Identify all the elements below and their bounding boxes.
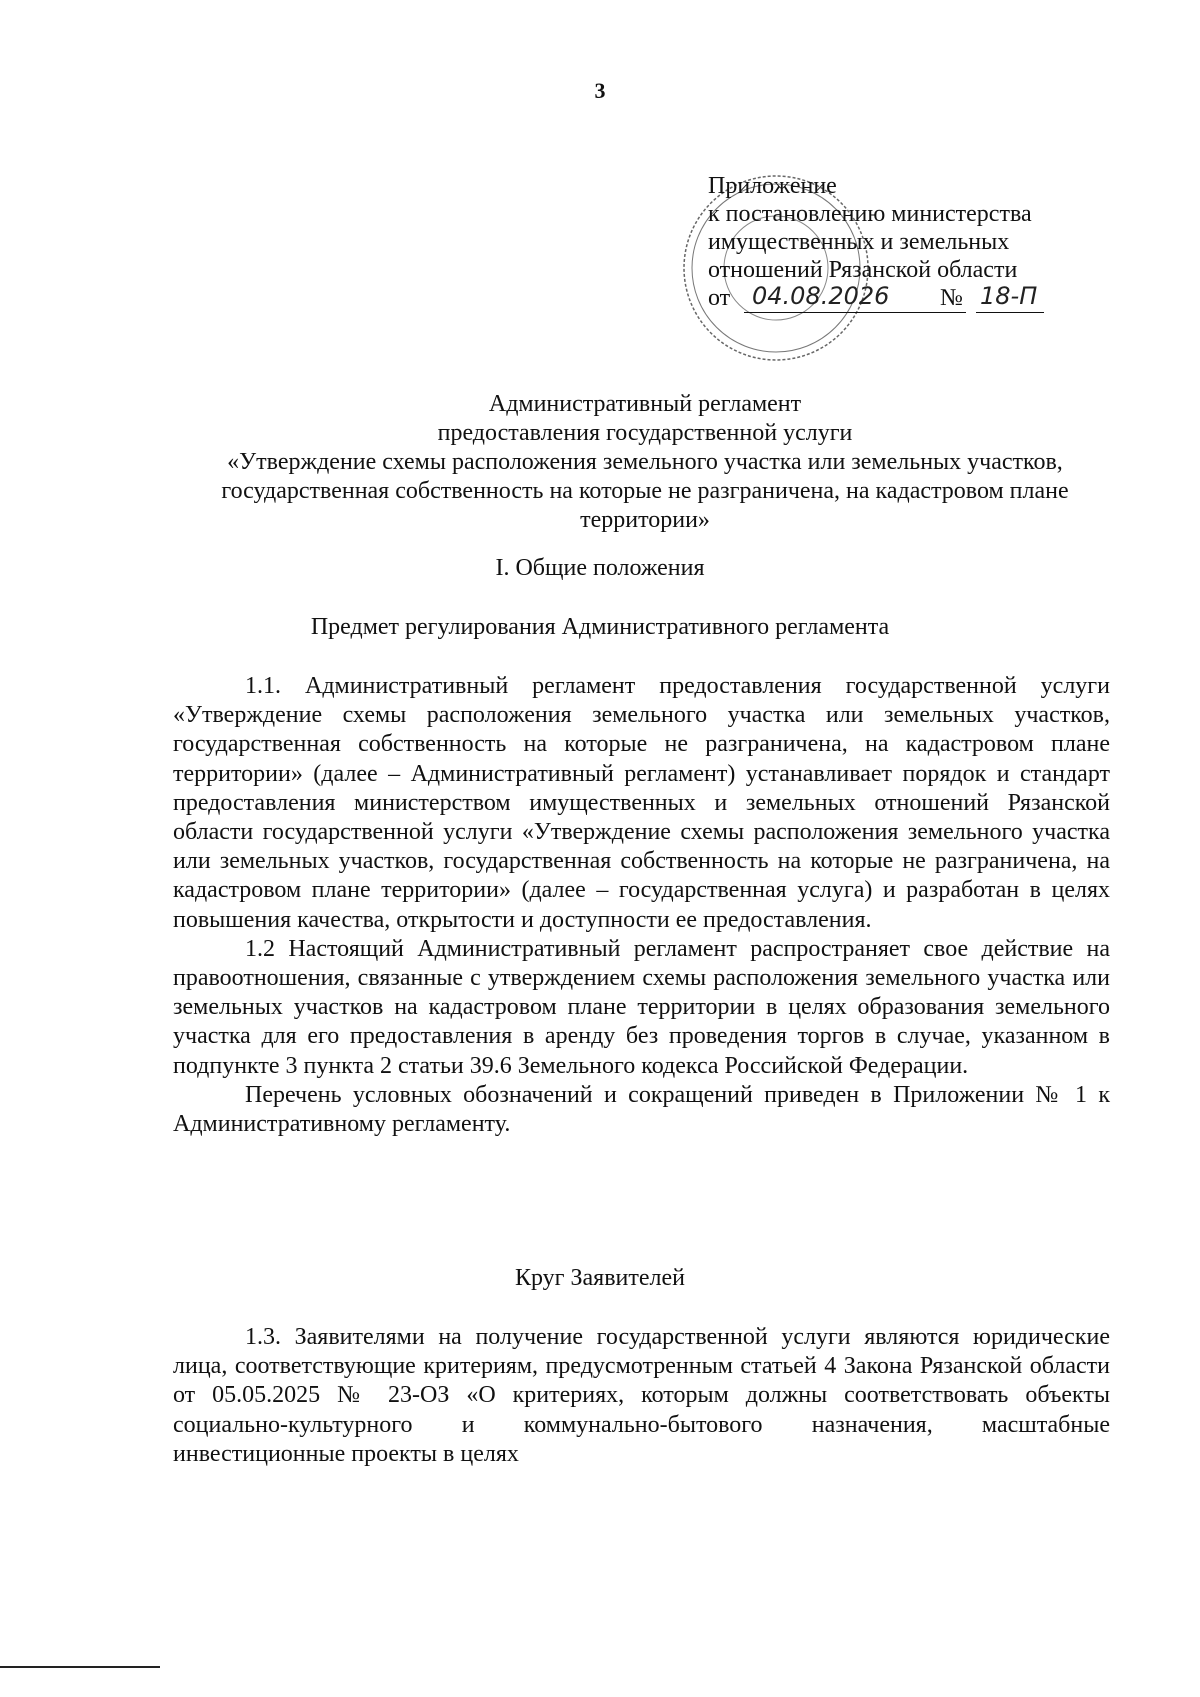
paragraph: Перечень условных обозначений и сокращений приведен в Приложении № 1 к Административному регламенту. (173, 1081, 1110, 1138)
appendix-line: Приложение (708, 173, 837, 199)
section-heading: Круг Заявителей (514, 1265, 686, 1291)
date-underline (744, 312, 966, 313)
document-title (180, 390, 1110, 535)
section-heading: I. Общие положения (495, 555, 705, 581)
paragraph: 1.3. Заявителями на получение государственной услуги являются юридические лица, соответствующие критериям, предусмотренным статьей 4 Закона Рязанской области от 05.05.2025 № 23-ОЗ «О критериях, которым должны соответствовать объекты социально-культурного и коммунально-бытового назначения, масштабные инвестиционные проекты в целях (173, 1324, 1110, 1467)
number-underline (976, 312, 1044, 313)
paragraph: 1.2 Настоящий Административный регламент распространяет свое действие на правоотношения, связанные с утверждением схемы расположения земельного участка или земельных участков на кадастровом плане территории в целях образования земельного участка для его предоставления в аренду без проведения торгов в случае, указанном в подпункте 3 пункта 2 статьи 39.6 Земельного кодекса Российской Федерации. (173, 935, 1110, 1079)
appendix-line: имущественных и земельных (708, 229, 1010, 255)
page-number: 3 (594, 78, 606, 103)
appendix-header (708, 172, 1038, 312)
paragraph: 1.1. Административный регламент предоставления государственной услуги «Утверждение схемы расположения земельного участка или земельных участков, государственная собственность на которые не разграничена, на кадастровом плане территории» (далее – Административный регламент) устанавливает порядок и стандарт предоставления министерством имущественных и земельных отношений Рязанской области государственной услуги «Утверждение схемы расположения земельного участка или земельных участков, государственная собственность на которые не разграничена, на кадастровом плане территории» (далее – государственная услуга) и разработан в целях повышения качества, открытости и доступности ее предоставления. (173, 673, 1110, 933)
appendix-line: к постановлению министерства (708, 201, 1032, 227)
section-body (173, 1323, 1110, 1469)
number-prefix: № (940, 285, 963, 311)
appendix-date-line (708, 282, 1038, 312)
section-body (173, 672, 1110, 1139)
handwritten-number: 18-П (980, 282, 1038, 310)
footnote-divider (0, 1666, 160, 1668)
title-line: «Утверждение схемы расположения земельного участка или земельных участков, государственная собственность на которые не разграничена, на кадастровом плане территории» (221, 449, 1069, 533)
handwritten-date: 04.08.2026 (752, 282, 890, 310)
appendix-line: отношений Рязанской области (708, 257, 1018, 283)
date-prefix: от (708, 285, 731, 311)
title-line: предоставления государственной услуги (437, 420, 853, 446)
title-line: Административный регламент (488, 391, 802, 417)
section-subheading: Предмет регулирования Административного регламента (310, 614, 890, 640)
